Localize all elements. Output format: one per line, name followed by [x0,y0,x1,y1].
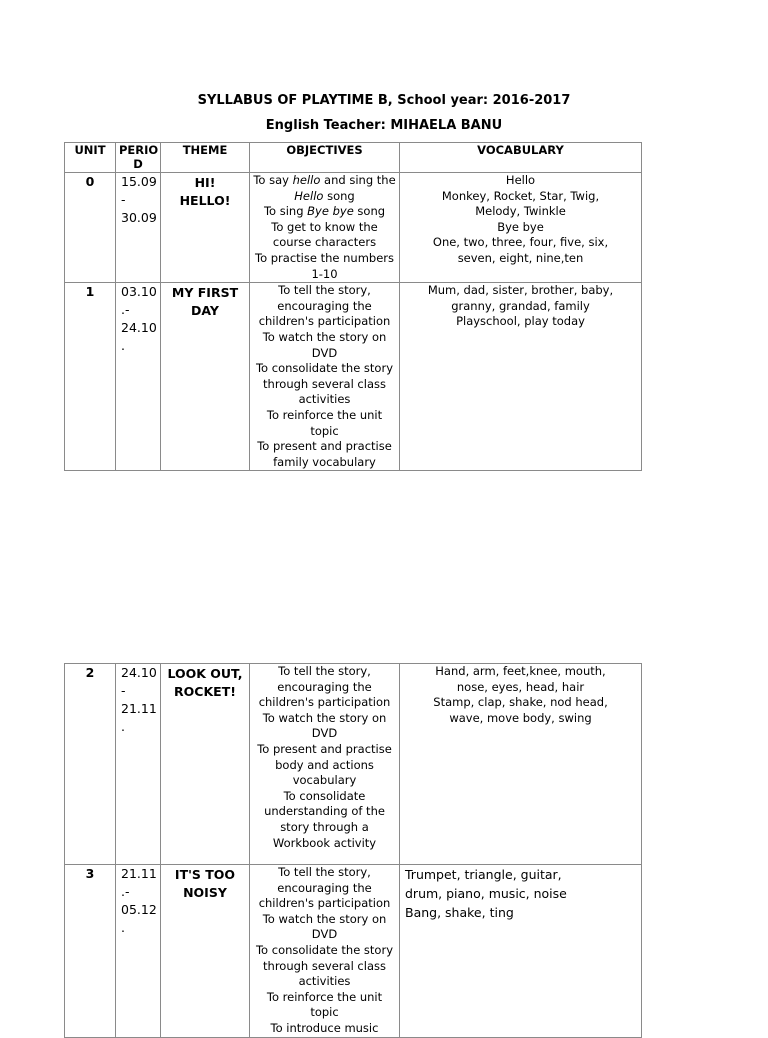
objective-emphasis: Bye bye [307,204,354,219]
objective-text: song [323,188,355,203]
vocabulary-line: seven, eight, nine,ten [457,250,584,265]
period-line: 21.11 [121,701,157,716]
period-cell [116,283,161,471]
objective-text: To say [253,173,293,187]
unit-cell: 3 [65,865,116,1038]
period-line: . [121,719,125,734]
objectives-cell [250,173,400,283]
period-line: - [121,683,126,698]
theme-line: DAY [191,303,219,319]
vocabulary-line: Trumpet, triangle, guitar, [405,867,562,882]
vocabulary-line: Monkey, Rocket, Star, Twig, [441,188,600,203]
vocabulary-line: Mum, dad, sister, brother, baby, [427,283,614,298]
objective-line: To tell the story, [278,664,371,678]
theme-line: IT'S TOO [174,867,236,882]
objective-text: and sing the [320,173,396,187]
objective-line: Workbook activity [272,835,377,850]
period-line: . [121,338,125,354]
objective-emphasis: Hello [294,188,324,203]
objectives-cell [250,664,400,865]
objective-line: vocabulary [292,773,357,788]
period-cell [116,664,161,865]
period-line: 24.10 [121,320,157,336]
period-line: 24.10 [121,665,157,680]
period-line: 05.12 [121,902,157,917]
vocabulary-cell [400,173,642,283]
vocabulary-cell [400,283,642,471]
objective-line: through several class [263,376,386,391]
syllabus-title: SYLLABUS OF PLAYTIME B, School year: 2016-2017 [197,93,571,108]
objective-line [253,204,396,220]
theme-cell [161,283,250,471]
header-objectives: OBJECTIVES [250,143,400,173]
period-cell [116,865,161,1038]
objective-line: encouraging the [277,298,372,313]
period-line: 03.10 [121,284,157,300]
vocabulary-line: Stamp, clap, shake, nod head, [433,695,608,710]
vocabulary-line: nose, eyes, head, hair [456,679,585,694]
period-line: - [121,192,126,207]
objectives-cell [250,865,400,1038]
vocabulary-line: Hand, arm, feet,knee, mouth, [435,664,606,678]
vocabulary-cell [400,865,642,1038]
syllabus-table-top [64,142,642,471]
objective-text: To sing [263,204,308,219]
objective-line: To get to know the [271,219,378,234]
table-header-row [65,143,642,173]
period-line: 15.09 [121,174,157,189]
objective-emphasis: hello [292,173,321,187]
period-line: 21.11 [121,866,157,881]
objective-line: To practise the numbers [255,250,394,265]
unit-cell: 1 [65,283,116,471]
objective-text: song [353,204,386,219]
header-period [116,143,161,173]
unit-cell: 2 [65,664,116,865]
header-theme: THEME [161,143,250,173]
objective-line: To watch the story on [262,911,387,926]
objective-line: To present and practise [257,439,392,454]
objective-line: To watch the story on [262,710,387,725]
teacher-line: English Teacher: MIHAELA BANU [265,118,503,133]
vocabulary-line: Hello [505,173,536,187]
objective-line: To reinforce the unit [266,989,383,1004]
theme-cell [161,664,250,865]
vocabulary-line: One, two, three, four, five, six, [432,235,609,250]
objective-line: 1-10 [311,266,338,281]
objectives-cell [250,283,400,471]
objective-line: To present and practise [257,741,392,756]
objective-line: To reinforce the unit [266,407,383,422]
objective-line: encouraging the [277,679,372,694]
objective-line: To consolidate the story [255,361,393,376]
theme-line: LOOK OUT, [167,666,243,681]
objective-line: DVD [311,726,338,741]
objective-line: story through a [280,819,369,834]
theme-line: MY FIRST [171,285,239,301]
theme-line: HELLO! [179,193,231,208]
period-line: . [121,920,125,935]
vocabulary-line: Bye bye [497,219,544,234]
table-row [65,664,642,865]
header-period-line2: D [133,157,143,171]
header-period-line1: PERIO [119,143,159,157]
vocabulary-line: Bang, shake, ting [405,905,514,920]
objective-line: topic [310,1005,339,1020]
vocabulary-line: wave, move body, swing [449,710,592,725]
table-row [65,283,642,471]
objective-line [253,173,396,189]
objective-line: To tell the story, [278,283,371,298]
objective-line: understanding of the [264,804,385,819]
objective-line [253,189,396,205]
objective-line: activities [298,974,351,989]
objective-line: DVD [311,345,338,360]
header-unit: UNIT [65,143,116,173]
objective-line: topic [310,423,339,438]
theme-line: NOISY [183,885,227,900]
objective-line: To consolidate the story [255,942,393,957]
objective-line: family vocabulary [273,454,376,469]
objective-line: activities [298,392,351,407]
period-cell [116,173,161,283]
objective-line: encouraging the [277,880,372,895]
period-line: .- [121,302,130,318]
table-row [65,865,642,1038]
objective-line: course characters [272,235,377,250]
header-vocabulary: VOCABULARY [400,143,642,173]
vocabulary-line: drum, piano, music, noise [405,886,567,901]
vocabulary-line: granny, grandad, family [451,298,590,313]
period-line: 30.09 [121,210,157,225]
objective-line: children's participation [258,314,391,329]
theme-line: HI! [194,175,216,190]
objective-line: To introduce music [270,1020,379,1035]
objective-line: To consolidate [283,788,366,803]
objective-line: body and actions [275,757,374,772]
objective-line: To watch the story on [262,329,387,344]
objective-line: children's participation [258,896,391,911]
objective-line: DVD [311,927,338,942]
vocabulary-cell [400,664,642,865]
objective-line: through several class [263,958,386,973]
vocabulary-line: Playschool, play today [456,314,585,329]
vocabulary-line: Melody, Twinkle [475,204,566,219]
table-row [65,173,642,283]
theme-cell [161,865,250,1038]
period-line: .- [121,884,130,899]
objective-line: To tell the story, [278,865,371,879]
theme-cell [161,173,250,283]
syllabus-table-continued [64,663,642,1038]
theme-line: ROCKET! [174,684,236,699]
unit-cell: 0 [65,173,116,283]
objective-line: children's participation [258,695,391,710]
